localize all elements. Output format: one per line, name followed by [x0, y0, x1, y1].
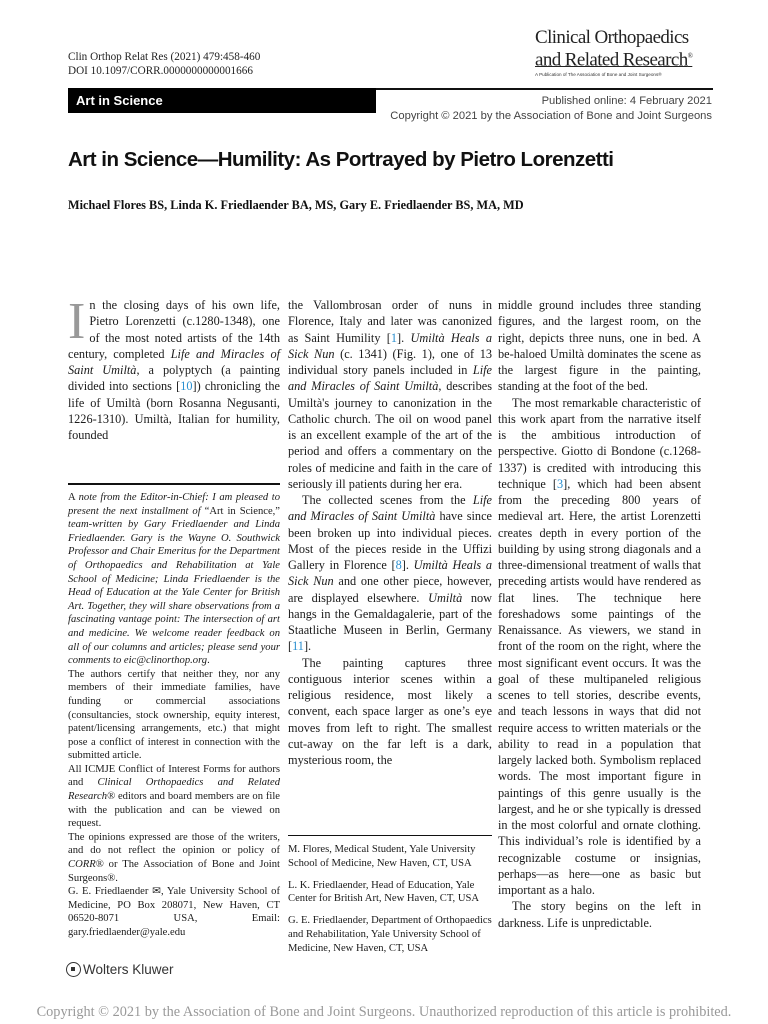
paragraph [498, 297, 701, 395]
text-segment: The opinions expressed are those of the writers, and do not reflect the opinion or policy of [68, 831, 280, 857]
text-segment: The painting captures three contiguous interior scenes within a religious residence, most likely a convent, each space larger as one’s eye moves from left to right. The smallest cut-away on the far left is a dark, mysterious room, the [288, 655, 492, 767]
logo-line-2 [535, 47, 713, 69]
article-authors: Michael Flores BS, Linda K. Friedlaender BA, MS, Gary E. Friedlaender BS, MA, MD [68, 198, 524, 212]
text-segment: The most remarkable characteristic of this work apart from the narrative itself is the ambitious introduction of perspective. Giotto di Bondone (c.1268-1337) is credited with introducing this technique [ [498, 395, 701, 491]
paragraph [288, 297, 492, 492]
text-segment: note from the Editor-in-Chief: I am pleased to present the next installment of [68, 492, 280, 517]
text-segment: ]. [401, 558, 414, 572]
paragraph [288, 655, 492, 769]
affiliations-divider [288, 835, 492, 836]
citation: Clin Orthop Relat Res (2021) 479:458-460 [68, 51, 261, 63]
text-segment: ], which had been absent from the preceding 800 years of medieval art. Here, the artist Lorenzetti creates depth in every portion of the building by using strong diagonals and a three-dimensional treatment of walls that preceding artists would have rendered as flat lines. The technique here foreshadows some paintings of the Renaissance. As viewers, we stand in front of the room on the right, where the most significant event occurs. It was the goal of these multipaneled religious scenes to tell stories, describe events, and teach lessons in ways that did not require access to written materials or the ability to read in a population that largely lacked both. Symbolism replaced words. The most important figure in paintings of this genre usually is the largest, and he or she typically is dressed in the most colorful and ornate clothing. This individual’s role is identified by a recognizable costume or insignias, perhaps—as here—one as basic but important as a halo. [498, 476, 701, 897]
paragraph [68, 668, 280, 763]
drop-cap: I [68, 293, 86, 350]
text-segment: (c. 1341) (Fig. 1), one of 13 individual story panels included in [288, 346, 492, 377]
text-segment: . [207, 655, 210, 667]
text-segment: “Art in Science,” [204, 505, 280, 517]
paragraph [68, 763, 280, 831]
header-copyright: Copyright © 2021 by the Association of Bone and Joint Surgeons [390, 110, 712, 122]
publication-info [390, 94, 712, 124]
journal-logo [535, 28, 713, 77]
doi: DOI 10.1097/CORR.0000000000001666 [68, 65, 253, 77]
citation-block [68, 50, 260, 78]
text-segment: team-written by Gary Friedlaender and Linda Friedlaender. Gary is the Wayne O. Southwick Professor and Chair Emeritus for the Department of Orthopaedics and Rehabilitation at Yale School of Medicine; Linda Friedlaender is the Head of Education at the Yale Center for British Art. Together, they will share observations from a fascinating vantage point: The intersection of art and medicine. We welcome reader feedback on all of our columns and articles; please send your comments to eic@clinorthop.org [68, 519, 280, 667]
body-column-1 [68, 293, 281, 443]
logo-line-2-text: and Related Research [535, 49, 688, 71]
paragraph [288, 492, 492, 655]
logo-line-1: Clinical Orthopaedics [535, 27, 689, 48]
footnotes [68, 491, 280, 940]
paragraph [68, 831, 280, 885]
footer-copyright: Copyright © 2021 by the Association of Bone and Joint Surgeons. Unauthorized reproduction of this article is prohibited. [36, 1004, 732, 1020]
text-segment: CORR® [68, 859, 104, 871]
text-segment: Umiltà [428, 590, 463, 605]
footnote-divider [68, 483, 280, 485]
text-segment: have since been broken up into individual pieces. Most of the pieces reside in the Uffizi Gallery in Florence [ [288, 509, 492, 572]
text-segment: middle ground includes three standing figures, and the largest room, on the right, depicts three nuns, one in bed. A be-haloed Umiltà dominates the scene as the largest figure in the painting, standing at the foot of the bed. [498, 298, 701, 394]
affiliation: M. Flores, Medical Student, Yale University School of Medicine, New Haven, CT, USA [288, 844, 476, 869]
text-segment: All ICMJE Conflict of Interest Forms for authors and [68, 763, 280, 789]
paragraph [498, 395, 701, 899]
affiliations [288, 843, 492, 964]
reference-link[interactable]: 8 [395, 558, 402, 572]
text-segment: ]. [303, 639, 312, 654]
text-segment: ]) chronicling the life of Umiltà (born Rosanna Negusanti, 1226-1310). Umiltà, Italian for humility, founded [68, 379, 280, 442]
logo-tagline: A Publication of The Association of Bone and Joint Surgeons® [535, 72, 662, 78]
wolters-kluwer-logo-icon [66, 962, 81, 977]
paragraph [498, 898, 701, 931]
text-segment: Umiltà Heals a Sick Nun [288, 558, 492, 589]
text-segment: Life and Miracles of Saint Umiltà [288, 493, 492, 524]
text-segment: now hangs in the Gemaldagalerie, part of the Staatliche Museen in Berlin, Germany [ [288, 590, 492, 654]
text-segment: n the closing days of his own life, Pietro Lorenzetti (c.1280-1348), one of the most noted artists of the 14th century, completed [68, 298, 280, 361]
text-segment: The collected scenes from the [302, 493, 473, 507]
reference-link[interactable]: 3 [556, 476, 564, 491]
article-title: Art in Science—Humility: As Portrayed by Pietro Lorenzetti [68, 148, 614, 171]
text-segment: Life and Miracles of Saint Umiltà [68, 346, 281, 377]
text-segment: Clinical Orthopaedics and Related Research® [68, 777, 281, 803]
text-segment: ]. [397, 330, 411, 345]
text-segment: or The Association of Bone and Joint Surgeons®. [68, 859, 280, 884]
paragraph [68, 491, 280, 668]
text-segment: A [68, 492, 79, 503]
text-segment: Umiltà Heals a Sick Nun [288, 330, 492, 361]
text-segment: the Vallombrosan order of nuns in Florence, Italy and later was canonized as Saint Humility [ [288, 298, 492, 345]
publisher-logo [66, 962, 174, 977]
paragraph [68, 885, 280, 939]
logo-reg: ® [687, 52, 693, 60]
reference-link[interactable]: 1 [390, 330, 397, 345]
text-segment: G. E. Friedlaender ✉, Yale University School of Medicine, PO Box 208071, New Haven, CT 06520-8071 USA, Email: gary.friedlaender@yale.edu [68, 886, 280, 938]
reference-link[interactable]: 11 [292, 639, 304, 654]
text-segment: , describes Umiltà's journey to canonization in the Catholic church. The oil on wood panel is an excellent example of the art of the period and offers a commentary on the roles of medicine and faith in the care of seriously ill patients during her era. [288, 379, 492, 491]
paragraph [68, 293, 281, 443]
text-segment: , a polyptych (a painting divided into sections [ [68, 363, 280, 394]
body-column-2 [288, 297, 492, 768]
affiliation: G. E. Friedlaender, Department of Orthopaedics and Rehabilitation, Yale University School of Medicine, New Haven, CT, USA [288, 915, 492, 954]
text-segment: The story begins on the left in darkness. Life is unpredictable. [498, 899, 701, 930]
text-segment: The authors certify that neither they, nor any members of their immediate families, have funding or commercial associations (consultancies, stock ownership, equity interest, patent/licensing arrangements, etc.) that might pose a conflict of interest in connection with the submitted article. [68, 668, 280, 762]
section-label: Art in Science [68, 88, 376, 113]
published-date: Published online: 4 February 2021 [541, 95, 712, 107]
text-segment: and one other piece, however, are displayed elsewhere. [288, 574, 492, 605]
body-column-3 [498, 297, 701, 931]
text-segment: Life and Miracles of Saint Umiltà [288, 363, 492, 394]
affiliation: L. K. Friedlaender, Head of Education, Yale Center for British Art, New Haven, CT, USA [288, 879, 480, 905]
publisher-name: Wolters Kluwer [83, 962, 174, 977]
reference-link[interactable]: 10 [180, 379, 193, 394]
text-segment: editors and board members are on file with the publication and can be viewed on request. [68, 791, 280, 830]
